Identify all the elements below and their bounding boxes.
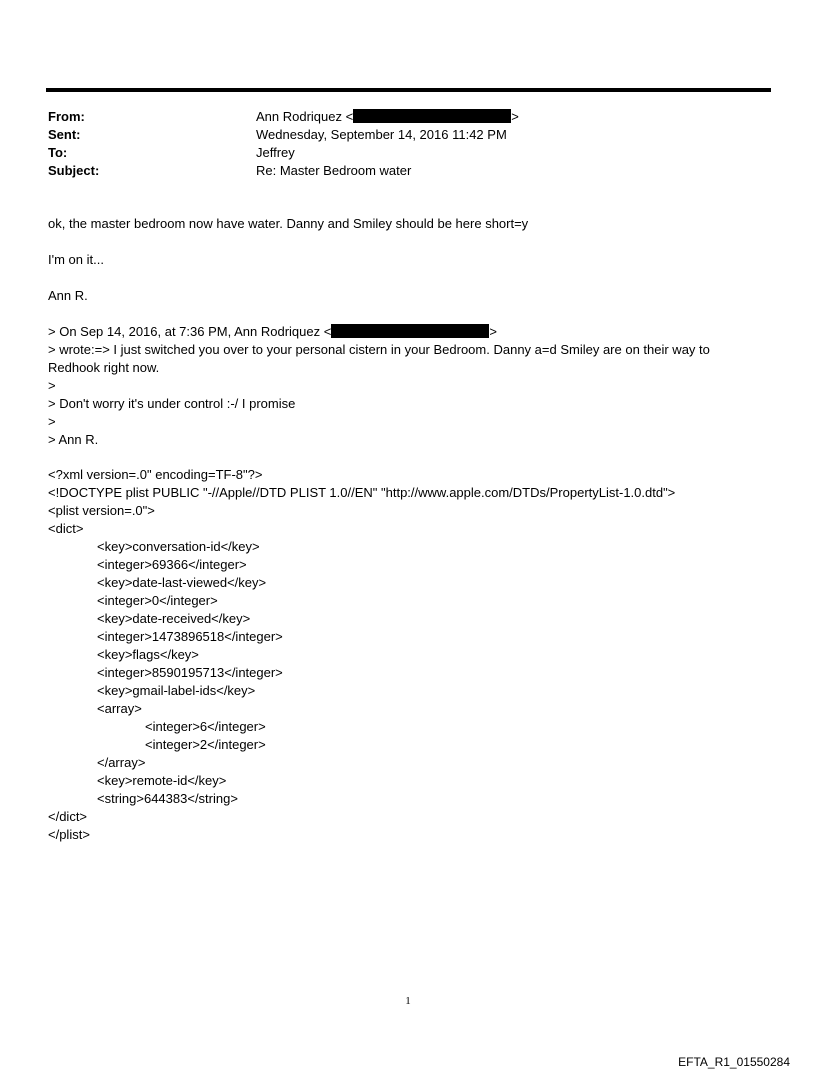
plist-line: <integer>2</integer> (145, 737, 266, 752)
to-row (48, 144, 748, 162)
plist-line: </plist> (48, 827, 90, 842)
to-value: Jeffrey (256, 145, 295, 160)
plist-line: <key>conversation-id</key> (97, 539, 260, 554)
subject-row (48, 162, 748, 180)
plist-line: <dict> (48, 521, 84, 536)
plist-line: <key>date-received</key> (97, 611, 251, 626)
plist-line: <integer>0</integer> (97, 593, 218, 608)
plist-line: <!DOCTYPE plist PUBLIC "-//Apple//DTD PLIST 1.0//EN" "http://www.apple.com/DTDs/PropertyList-1.0.dtd"> (48, 485, 676, 500)
from-row (48, 108, 748, 126)
redaction-box (331, 324, 489, 338)
plist-line: <key>flags</key> (97, 647, 199, 662)
subject-value: Re: Master Bedroom water (256, 163, 412, 178)
plist-line: <string>644383</string> (97, 791, 238, 806)
plist-line: </dict> (48, 809, 88, 824)
plist-line: <array> (97, 701, 142, 716)
plist-block (48, 466, 788, 844)
quote-line: > wrote:=> I just switched you over to your personal cistern in your Bedroom. Danny a=d Smiley are on their way to Redhook right now. (48, 342, 710, 375)
plist-line: <integer>1473896518</integer> (97, 629, 283, 644)
email-body (48, 215, 788, 449)
plist-line: <plist version=.0"> (48, 503, 155, 518)
plist-line: </array> (97, 755, 146, 770)
bates-number: EFTA_R1_01550284 (678, 1055, 790, 1069)
body-line: ok, the master bedroom now have water. Danny and Smiley should be here short=y (48, 216, 529, 231)
page-number: 1 (405, 995, 411, 1007)
subject-label: Subject: (48, 163, 100, 178)
redaction-box (353, 109, 511, 123)
signature: Ann R. (48, 288, 88, 303)
plist-line: <key>remote-id</key> (97, 773, 227, 788)
quote-close: > (489, 324, 497, 339)
from-close: > (511, 109, 519, 124)
sent-label: Sent: (48, 127, 81, 142)
plist-line: <key>gmail-label-ids</key> (97, 683, 256, 698)
quote-attribution: > On Sep 14, 2016, at 7:36 PM, Ann Rodriquez < (48, 324, 332, 339)
quote-line: > Ann R. (48, 432, 99, 447)
plist-line: <integer>6</integer> (145, 719, 266, 734)
sent-row (48, 126, 748, 144)
body-line: I'm on it... (48, 252, 104, 267)
quote-line (48, 323, 788, 341)
sent-value: Wednesday, September 14, 2016 11:42 PM (256, 127, 507, 142)
quote-line: > (48, 378, 56, 393)
to-label: To: (48, 145, 68, 160)
from-label: From: (48, 109, 85, 124)
plist-line: <integer>69366</integer> (97, 557, 247, 572)
from-name: Ann Rodriquez < (256, 109, 354, 124)
plist-line: <?xml version=.0" encoding=TF-8"?> (48, 467, 263, 482)
quote-line: > Don't worry it's under control :-/ I promise (48, 396, 296, 411)
email-header (48, 108, 748, 180)
quote-line: > (48, 414, 56, 429)
plist-line: <integer>8590195713</integer> (97, 665, 283, 680)
plist-line: <key>date-last-viewed</key> (97, 575, 267, 590)
from-value (256, 108, 748, 126)
header-rule (46, 88, 771, 92)
